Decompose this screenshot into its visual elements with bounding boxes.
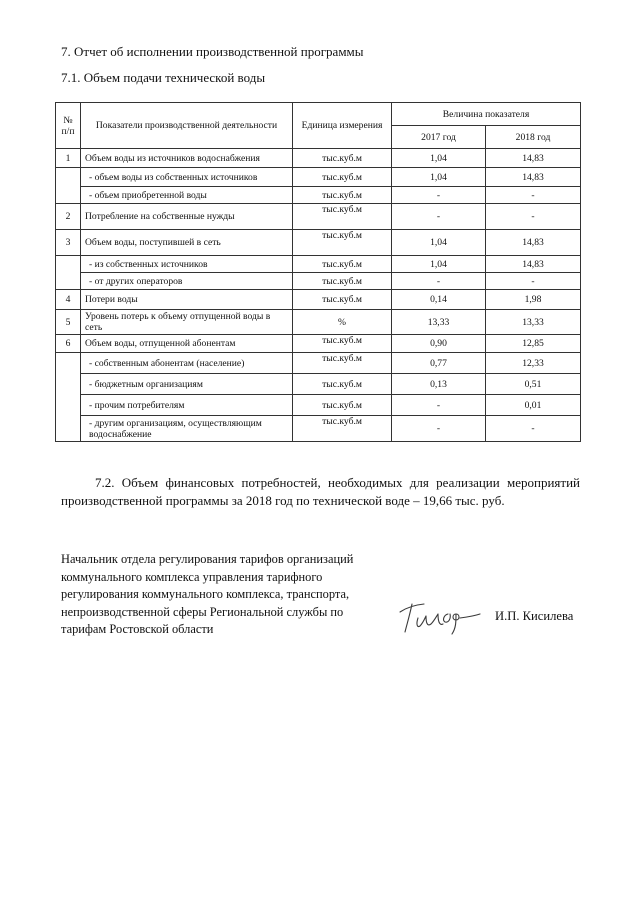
row-num: 4: [56, 290, 81, 310]
row-unit: тыс.куб.м: [293, 149, 392, 168]
subsection-heading: 7.1. Объем подачи технической воды: [61, 70, 266, 85]
water-supply-table: [55, 102, 581, 442]
table-row: [56, 256, 581, 273]
row-unit: %: [293, 310, 392, 335]
table-row: [56, 395, 581, 416]
row-indicator: - прочим потребителям: [81, 395, 293, 416]
row-value-2018: -: [486, 416, 581, 442]
row-num: 2: [56, 204, 81, 230]
row-value-2018: 1,98: [486, 290, 581, 310]
row-value-2017: 13,33: [392, 310, 486, 335]
row-value-2018: 12,85: [486, 335, 581, 353]
row-unit: тыс.куб.м: [293, 204, 392, 230]
row-indicator: Объем воды, поступившей в сеть: [81, 230, 293, 256]
row-num: 5: [56, 310, 81, 335]
signatory-line: Начальник отдела регулирования тарифов организаций: [61, 552, 354, 566]
row-unit: тыс.куб.м: [293, 374, 392, 395]
table-row: [56, 168, 581, 187]
row-value-2017: 1,04: [392, 168, 486, 187]
row-value-2018: 14,83: [486, 230, 581, 256]
table-row: [56, 290, 581, 310]
row-value-2017: 0,90: [392, 335, 486, 353]
row-value-2018: 13,33: [486, 310, 581, 335]
row-value-2017: 1,04: [392, 256, 486, 273]
row-indicator: Объем воды из источников водоснабжения: [81, 149, 293, 168]
table-row: [56, 374, 581, 395]
row-num: 1: [56, 149, 81, 168]
row-indicator: Потребление на собственные нужды: [81, 204, 293, 230]
row-unit: тыс.куб.м: [293, 256, 392, 273]
row-value-2018: 0,01: [486, 395, 581, 416]
row-value-2017: 1,04: [392, 230, 486, 256]
table-row: [56, 273, 581, 290]
year-2017-header: 2017 год: [392, 126, 486, 149]
section-heading: 7. Отчет об исполнении производственной программы: [61, 44, 364, 59]
row-num: [56, 256, 81, 290]
row-unit: тыс.куб.м: [293, 273, 392, 290]
table-row: [56, 353, 581, 374]
table-row: [56, 310, 581, 335]
row-indicator: Уровень потерь к объему отпущенной воды в сеть: [81, 310, 293, 335]
handwritten-signature: [398, 592, 482, 640]
row-value-2018: 0,51: [486, 374, 581, 395]
table-row: [56, 149, 581, 168]
row-unit: тыс.куб.м: [293, 416, 392, 442]
row-value-2017: 1,04: [392, 149, 486, 168]
financial-needs-paragraph: 7.2. Объем финансовых потребностей, необходимых для реализации мероприятий производственной программы за 2018 год по технической воде – 19,66 тыс. руб.: [61, 475, 580, 508]
signatory-line: тарифам Ростовской области: [61, 622, 214, 636]
row-value-2018: -: [486, 273, 581, 290]
row-value-2017: -: [392, 204, 486, 230]
row-indicator: - другим организациям, осуществляющим водоснабжение: [81, 416, 293, 442]
year-2018-header: 2018 год: [486, 126, 581, 149]
row-indicator: Потери воды: [81, 290, 293, 310]
col-indicator-header: Показатели производственной деятельности: [81, 103, 293, 149]
col-unit-header: Единица измерения: [293, 103, 392, 149]
row-num: [56, 168, 81, 204]
col-num-header: № п/п: [56, 103, 81, 149]
row-value-2017: -: [392, 273, 486, 290]
signatory-line: непроизводственной сферы Региональной службы по: [61, 604, 344, 619]
row-unit: тыс.куб.м: [293, 395, 392, 416]
row-indicator: - собственным абонентам (население): [81, 353, 293, 374]
row-value-2017: 0,77: [392, 353, 486, 374]
row-num: [56, 353, 81, 442]
table-row: [56, 230, 581, 256]
table-row: [56, 204, 581, 230]
table-header-row: [56, 103, 581, 126]
row-indicator: - от других операторов: [81, 273, 293, 290]
row-indicator: Объем воды, отпущенной абонентам: [81, 335, 293, 353]
row-unit: тыс.куб.м: [293, 187, 392, 204]
row-value-2018: 14,83: [486, 256, 581, 273]
row-value-2018: 14,83: [486, 149, 581, 168]
row-indicator: - объем приобретенной воды: [81, 187, 293, 204]
row-value-2018: 12,33: [486, 353, 581, 374]
table-row: [56, 416, 581, 442]
row-value-2017: -: [392, 187, 486, 204]
row-indicator: - бюджетным организациям: [81, 374, 293, 395]
row-indicator: - из собственных источников: [81, 256, 293, 273]
row-value-2018: -: [486, 204, 581, 230]
table-row: [56, 187, 581, 204]
table-row: [56, 335, 581, 353]
signatory-name: И.П. Кисилева: [495, 609, 574, 623]
row-indicator: - объем воды из собственных источников: [81, 168, 293, 187]
row-unit: тыс.куб.м: [293, 335, 392, 353]
row-num: 6: [56, 335, 81, 353]
row-value-2018: -: [486, 187, 581, 204]
row-unit: тыс.куб.м: [293, 290, 392, 310]
row-unit: тыс.куб.м: [293, 353, 392, 374]
signatory-line: регулирования коммунального комплекса, транспорта,: [61, 587, 350, 601]
row-value-2018: 14,83: [486, 168, 581, 187]
row-value-2017: -: [392, 395, 486, 416]
col-value-header: Величина показателя: [392, 103, 581, 126]
row-unit: тыс.куб.м: [293, 168, 392, 187]
row-value-2017: -: [392, 416, 486, 442]
row-unit: тыс.куб.м: [293, 230, 392, 256]
row-value-2017: 0,13: [392, 374, 486, 395]
signatory-line: коммунального комплекса управления тарифного: [61, 569, 323, 584]
row-num: 3: [56, 230, 81, 256]
signatory-title: [61, 551, 353, 639]
row-value-2017: 0,14: [392, 290, 486, 310]
